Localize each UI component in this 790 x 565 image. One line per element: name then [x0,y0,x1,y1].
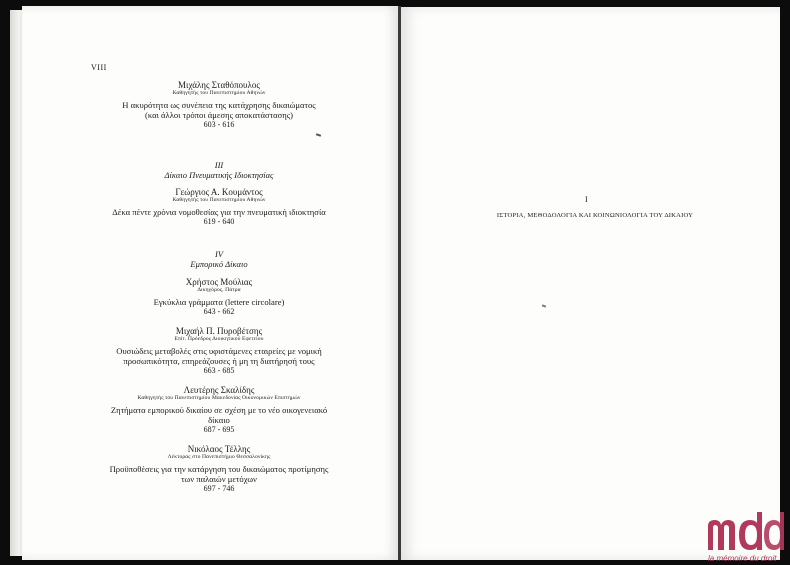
entry-pages: 687 - 695 [203,425,235,434]
part-title: ΙΣΤΟΡΙΑ, ΜΕΘΟΔΟΛΟΓΙΑ ΚΑΙ ΚΟΙΝΩΝΙΟΛΟΓΙΑ ΤΟΥ ΔΙΚΑΙΟΥ [496,212,694,219]
entry-author: Μιχαήλ Π. Πυροβέτσης [175,326,263,336]
section-title: Δίκαιο Πνευματικής Ιδιοκτησίας [164,170,274,180]
entry-pages: 663 - 685 [203,366,235,375]
toc-entry [88,277,350,317]
table-of-contents [88,80,350,494]
entry-title-line: Η ακυρότητα ως συνέπεια της κατάχρησης δικαιώματος [122,100,316,110]
mdd-logo-icon [706,512,784,552]
watermark-logo [706,512,790,565]
entry-title-line: δίκαιο [208,415,230,425]
section-number: III [214,160,224,170]
section-title: Εμπορικό Δίκαιο [190,259,248,269]
entry-author: Μιχάλης Σταθόπουλος [178,80,260,90]
entry-author: Λευτέρης Σκαλίδης [183,385,255,395]
page-folio: VIII [91,63,107,72]
toc-entry [88,444,350,494]
toc-entry [88,326,350,376]
entry-pages: 697 - 746 [203,484,235,493]
entry-affiliation: Καθηγητής του Πανεπιστημίου Αθηνών [172,90,266,96]
entry-title-line: Δέκα πέντε χρόνια νομοθεσίας για την πνευματική ιδιοκτησία [112,207,326,217]
entry-pages: 619 - 640 [203,217,235,226]
entry-title-line: Ουσιώδεις μεταβολές στις υφιστάμενες εταιρείες με νομική [116,346,322,356]
entry-author: Χρήστος Μούλιας [185,277,253,287]
entry-title-line: (και άλλοι τρόποι άμεσης αποκατάστασης) [144,110,294,120]
part-number: I [585,195,588,204]
entry-affiliation: Επίτ. Πρόεδρος Διοικητικού Εφετείου [174,336,264,342]
entry-pages: 603 - 616 [203,120,235,129]
entry-title-line: Ζητήματα εμπορικού δικαίου σε σχέση με το νέο οικογενειακό [110,405,328,415]
section-number: IV [214,249,224,259]
toc-entry [88,385,350,435]
entry-pages: 643 - 662 [203,307,235,316]
entry-title-line: Προϋποθέσεις για την κατάργηση του δικαιώματος προτίμησης [109,464,329,474]
entry-title-line: των παλαιών μετόχων [181,474,257,484]
entry-affiliation: Καθηγητής του Πανεπιστημίου Μακεδονίας Οικονομικών Επιστημών [137,395,301,401]
entry-affiliation: Λέκτορας στο Πανεπιστήμιο Θεσσαλονίκης [167,454,271,460]
entry-affiliation: Δικηγόρος, Πάτρα [197,287,241,293]
watermark-tagline: la mémoire du droit [708,554,777,563]
right-page [401,7,780,560]
toc-entry [88,80,350,130]
entry-author: Γεώργιος Α. Κουμάντος [175,187,263,197]
entry-title-line: Εγκύκλια γράμματα (lettere circolare) [153,297,285,307]
toc-entry [88,187,350,227]
entry-author: Νικόλαος Τέλλης [187,444,251,454]
entry-affiliation: Καθηγητής του Πανεπιστημίου Αθηνών [172,197,266,203]
entry-title-line: προσωπικότητα, επηρεάζουσες ή μη τη διατήρησή τους [123,356,315,366]
